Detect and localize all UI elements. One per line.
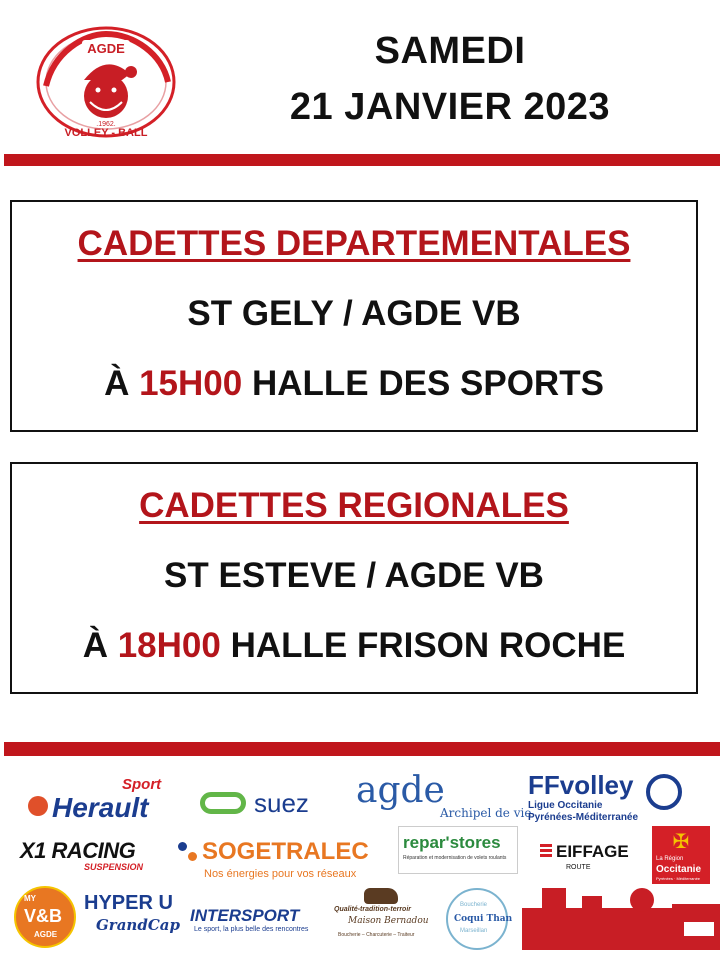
sponsor-occitanie-top: La Région (656, 856, 684, 862)
sponsor-ffvolley-sub1: Ligue Occitanie (528, 800, 603, 811)
suez-symbol-icon (200, 792, 246, 814)
match-teams: ST GELY / AGDE VB (187, 294, 521, 333)
sponsor-myvb-bottom: AGDE (34, 930, 58, 939)
sponsor-reparstores (398, 826, 518, 874)
match-time-venue (12, 626, 696, 666)
sponsor-intersport (190, 906, 320, 942)
club-logo (34, 22, 178, 140)
match-venue: HALLE DES SPORTS (251, 364, 604, 403)
event-date: 21 JANVIER 2023 (289, 86, 611, 128)
sponsor-coquithan (446, 888, 513, 950)
sponsor-sport-herault-sport: Sport (122, 776, 162, 793)
match-teams: ST ESTEVE / AGDE VB (164, 556, 544, 595)
sponsor-sogetralec (176, 836, 376, 886)
sponsor-occitanie (652, 826, 710, 884)
sponsor-hyperu-sub: GrandCap (96, 916, 180, 934)
sponsor-agde (352, 770, 532, 826)
sogetralec-dots-icon-2 (188, 852, 197, 861)
sponsor-ffvolley-sub2: Pyrénées-Méditerranée (528, 812, 639, 823)
sponsor-agde-name: agde (356, 770, 445, 811)
sponsor-myvb (14, 886, 76, 948)
sponsor-boucherie-sub: Boucherie – Charcuterie – Traiteur (338, 932, 415, 938)
sponsor-coquithan-name: Coqui Than (454, 914, 513, 924)
sponsors-divider (4, 742, 720, 756)
sponsor-hyperu-name: HYPER U (84, 892, 173, 914)
match-card-departementales (10, 200, 698, 432)
logo-year: .1962. (96, 121, 116, 128)
match-venue: HALLE FRISON ROCHE (230, 626, 626, 665)
sponsor-sport-herault (22, 776, 172, 826)
match-card-regionales (10, 462, 698, 694)
sponsor-x1racing-name: X1 RACING (20, 838, 136, 863)
sponsor-coquithan-bottom: Marseillan (460, 928, 488, 934)
match-category: CADETTES REGIONALES (139, 486, 569, 525)
sponsor-suez-name: suez (254, 788, 309, 818)
city-silhouette-graphic (522, 878, 720, 950)
sponsor-boucherie-bernadou (334, 888, 430, 948)
logo-top-text: AGDE (87, 41, 125, 56)
sogetralec-dots-icon (178, 842, 187, 851)
sponsor-occitanie-sub: Pyrénées · Méditerranée (656, 876, 701, 881)
sponsor-reparstores-sub: Réparation et modernisation de volets roulants (403, 855, 507, 861)
sponsor-hyperu (84, 892, 184, 946)
match-category: CADETTES DEPARTEMENTALES (77, 224, 631, 263)
sponsor-coquithan-top: Boucherie (460, 902, 488, 908)
header-divider (4, 154, 720, 166)
sponsor-myvb-name: V&B (24, 906, 63, 926)
volleyball-icon (28, 796, 48, 816)
volleyball-icon (646, 774, 682, 810)
sponsor-suez (200, 788, 330, 824)
match-prefix: À (82, 626, 108, 665)
sponsor-sogetralec-name: SOGETRALEC (202, 838, 369, 865)
sponsor-intersport-name: INTERSPORT (190, 906, 300, 925)
sponsor-sport-herault-name: Herault (52, 792, 149, 823)
match-time: 15H00 (139, 364, 243, 403)
sponsor-eiffage (540, 840, 640, 880)
sponsor-intersport-tagline: Le sport, la plus belle des rencontres (194, 926, 309, 933)
sponsor-x1racing (20, 836, 170, 876)
occitanie-cross-icon: ✠ (672, 831, 690, 853)
sponsor-boucherie-name: Maison Bernadou (348, 916, 429, 926)
logo-bottom-text: VOLLEY - BALL (64, 127, 148, 139)
sponsor-sogetralec-tagline: Nos énergies pour vos réseaux (204, 868, 357, 880)
match-prefix: À (104, 364, 130, 403)
cow-icon (364, 888, 398, 904)
sponsor-ffvolley-name: FFvolley (528, 770, 634, 800)
sponsor-occitanie-name: Occitanie (656, 864, 702, 875)
sponsor-agde-tagline: Archipel de vie (440, 806, 532, 820)
match-time: 18H00 (117, 626, 221, 665)
event-day: SAMEDI (374, 30, 526, 72)
eiffage-stripes-icon (540, 844, 552, 858)
sponsor-boucherie-top: Qualité-tradition-terroir (334, 906, 412, 913)
sponsor-x1racing-sub: SUSPENSION (84, 862, 144, 872)
sponsor-reparstores-name: repar'stores (403, 833, 501, 852)
sponsor-eiffage-sub: ROUTE (566, 864, 591, 871)
sponsor-myvb-top: MY (24, 894, 36, 903)
sponsor-eiffage-name: EIFFAGE (556, 842, 629, 861)
sponsor-ffvolley (528, 770, 698, 830)
match-time-venue (12, 364, 696, 404)
